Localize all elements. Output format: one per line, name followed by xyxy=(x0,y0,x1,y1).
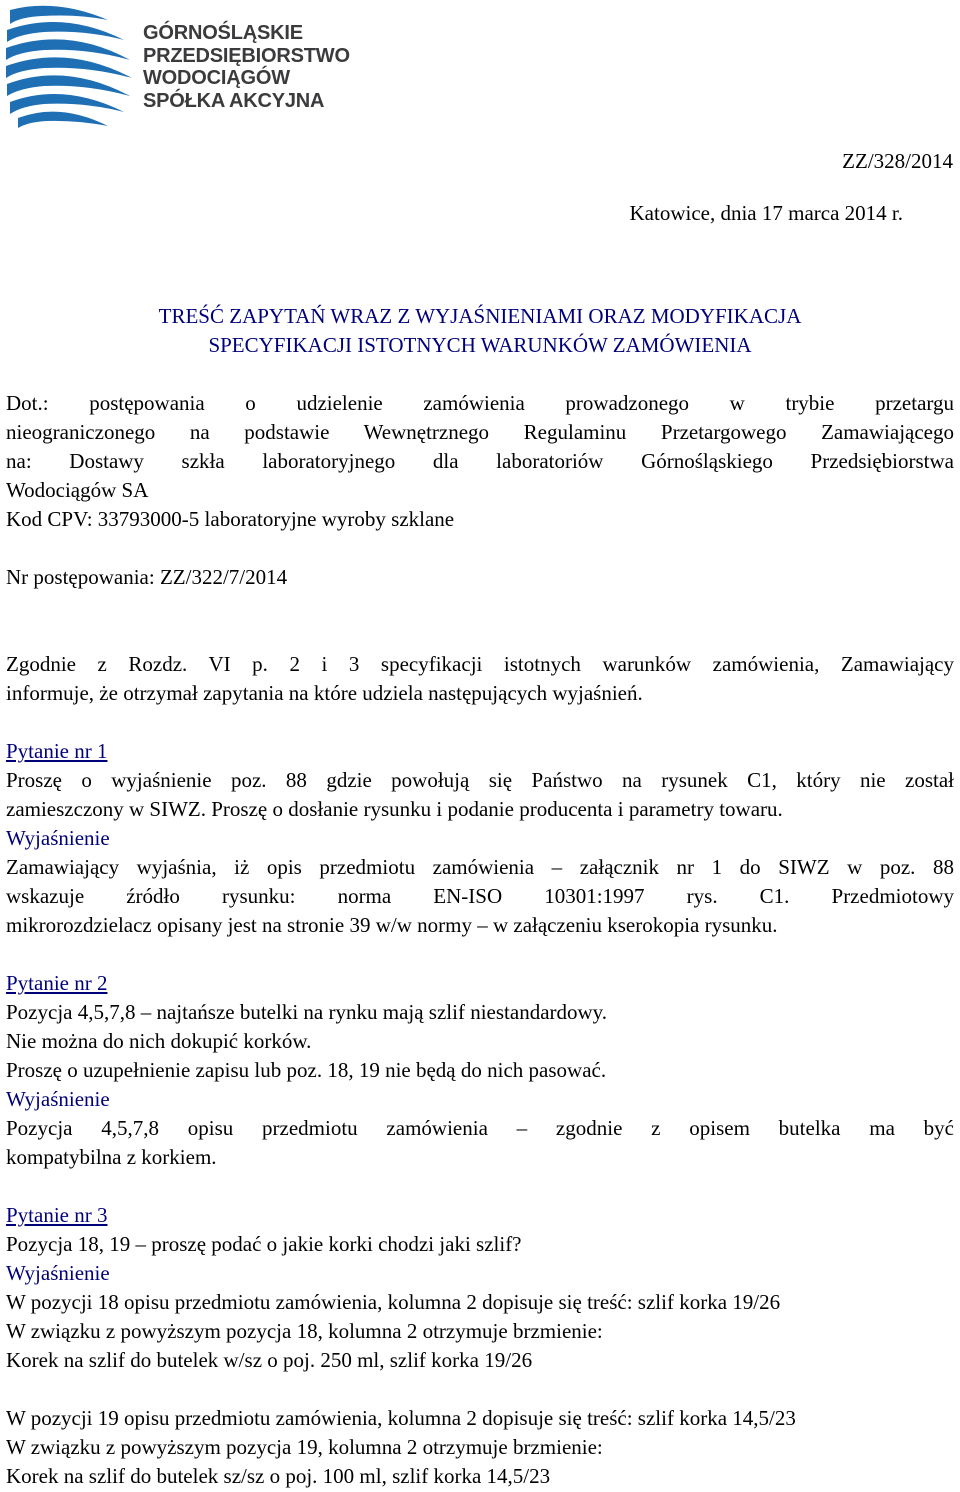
answer-1-label: Wyjaśnienie xyxy=(6,826,110,850)
water-wave-logo-icon xyxy=(4,4,136,130)
logo-line-2: PRZEDSIĘBIORSTWO xyxy=(143,44,350,67)
answer-1-line-3: mikrorozdzielacz opisany jest na stronie 39 w/w normy – w załączeniu kserokopia rysunku. xyxy=(6,913,778,937)
answer-3-line-4: W pozycji 19 opisu przedmiotu zamówienia, kolumna 2 dopisuje się treść: szlif korka 14,5/23 xyxy=(6,1406,796,1430)
subject-line-1: Dot.: postępowania o udzielenie zamówienia prowadzonego w trybie przetargu xyxy=(6,391,954,415)
intro-line-1: Zgodnie z Rozdz. VI p. 2 i 3 specyfikacji istotnych warunków zamówienia, Zamawiający xyxy=(6,652,954,676)
logo-line-3: WODOCIĄGÓW xyxy=(143,67,290,89)
question-1-label: Pytanie nr 1 xyxy=(6,739,108,763)
answer-3-line-1: W pozycji 18 opisu przedmiotu zamówienia, kolumna 2 dopisuje się treść: szlif korka 19/26 xyxy=(6,1290,781,1314)
subject-line-3: na: Dostawy szkła laboratoryjnego dla laboratoriów Górnośląskiego Przedsiębiorstwa xyxy=(6,449,954,473)
intro-paragraph xyxy=(6,650,954,708)
company-logo xyxy=(4,4,364,130)
answer-2-line-1: Pozycja 4,5,7,8 opisu przedmiotu zamówienia – zgodnie z opisem butelka ma być xyxy=(6,1116,954,1140)
answer-2-line-2: kompatybilna z korkiem. xyxy=(6,1145,217,1169)
answer-3-line-6: Korek na szlif do butelek sz/sz o poj. 100 ml, szlif korka 14,5/23 xyxy=(6,1464,551,1488)
question-1-section xyxy=(6,737,954,940)
answer-1-line-2: wskazuje źródło rysunku: norma EN-ISO 10301:1997 rys. C1. Przedmiotowy xyxy=(6,884,954,908)
question-2-section xyxy=(6,969,954,1172)
document-reference: ZZ/328/2014 xyxy=(842,149,953,173)
logo-line-4: SPÓŁKA AKCYJNA xyxy=(143,89,325,112)
question-1-line-1: Proszę o wyjaśnienie poz. 88 gdzie powołują się Państwo na rysunek C1, który nie został xyxy=(6,768,954,792)
procedure-number: Nr postępowania: ZZ/322/7/2014 xyxy=(6,565,288,589)
answer-3-label: Wyjaśnienie xyxy=(6,1261,110,1285)
title-line-1: TREŚĆ ZAPYTAŃ WRAZ Z WYJAŚNIENIAMI ORAZ MODYFIKACJA xyxy=(158,304,802,328)
intro-line-2: informuje, że otrzymał zapytania na które udziela następujących wyjaśnień. xyxy=(6,681,643,705)
document-date: Katowice, dnia 17 marca 2014 r. xyxy=(629,201,903,225)
question-3-label: Pytanie nr 3 xyxy=(6,1203,108,1227)
logo-line-1: GÓRNOŚLĄSKIE xyxy=(143,22,303,44)
answer-3-line-3: Korek na szlif do butelek w/sz o poj. 250 ml, szlif korka 19/26 xyxy=(6,1348,533,1372)
answer-3-continued xyxy=(6,1404,954,1491)
subject-line-2: nieograniczonego na podstawie Wewnętrznego Regulaminu Przetargowego Zamawiającego xyxy=(6,420,954,444)
logo-wordmark xyxy=(143,22,350,112)
question-2-line-2: Nie można do nich dokupić korków. xyxy=(6,1029,312,1053)
answer-2-label: Wyjaśnienie xyxy=(6,1087,110,1111)
cpv-code: Kod CPV: 33793000-5 laboratoryjne wyroby szklane xyxy=(6,507,455,531)
question-2-line-1: Pozycja 4,5,7,8 – najtańsze butelki na rynku mają szlif niestandardowy. xyxy=(6,1000,608,1024)
question-2-label: Pytanie nr 2 xyxy=(6,971,108,995)
question-2-line-3: Proszę o uzupełnienie zapisu lub poz. 18, 19 nie będą do nich pasować. xyxy=(6,1058,607,1082)
question-1-line-2: zamieszczony w SIWZ. Proszę o dosłanie rysunku i podanie producenta i parametry towaru. xyxy=(6,797,783,821)
answer-3-line-5: W związku z powyższym pozycja 19, kolumna 2 otrzymuje brzmienie: xyxy=(6,1435,603,1459)
subject-paragraph xyxy=(6,389,954,534)
subject-line-4: Wodociągów SA xyxy=(6,478,149,502)
answer-1-line-1: Zamawiający wyjaśnia, iż opis przedmiotu zamówienia – załącznik nr 1 do SIWZ w poz. 88 xyxy=(6,855,954,879)
question-3-section xyxy=(6,1201,954,1375)
title-line-2: SPECYFIKACJI ISTOTNYCH WARUNKÓW ZAMÓWIENIA xyxy=(208,333,752,357)
answer-3-line-2: W związku z powyższym pozycja 18, kolumna 2 otrzymuje brzmienie: xyxy=(6,1319,603,1343)
question-3-line-1: Pozycja 18, 19 – proszę podać o jakie korki chodzi jaki szlif? xyxy=(6,1232,522,1256)
document-title xyxy=(0,302,960,360)
